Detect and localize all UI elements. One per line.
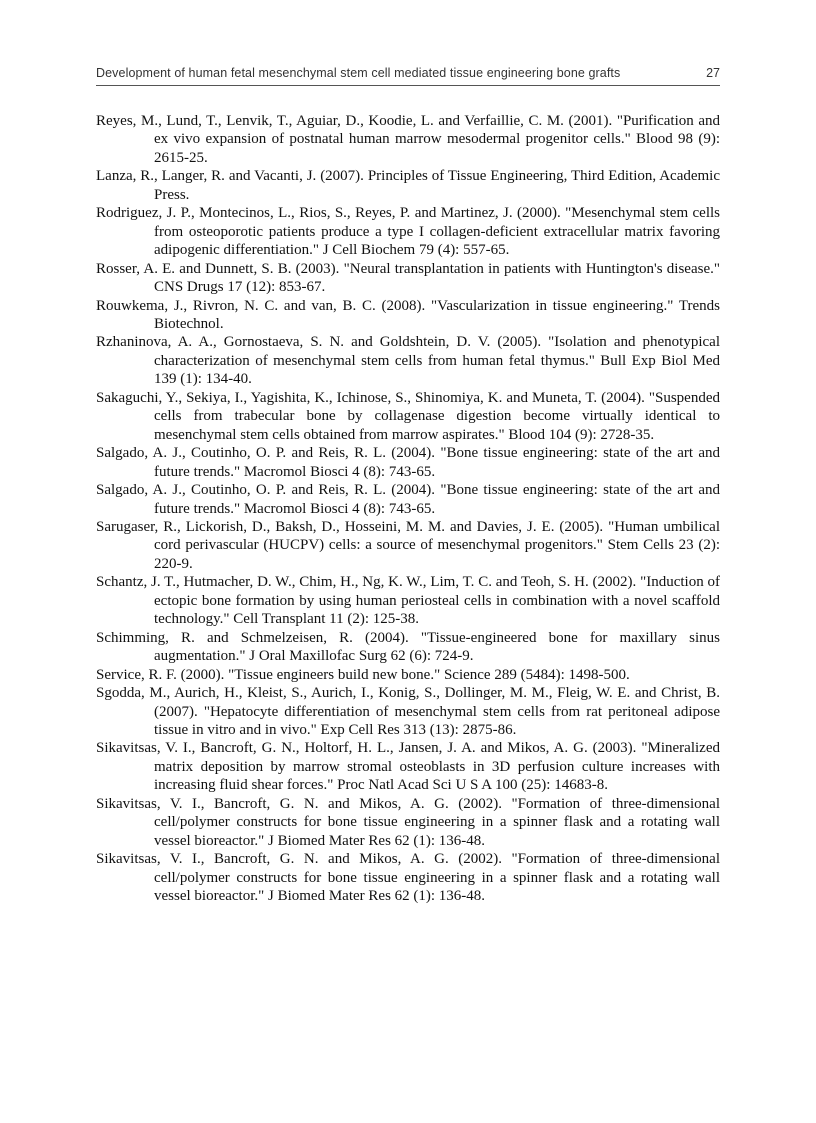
reference-item: Reyes, M., Lund, T., Lenvik, T., Aguiar, D., Koodie, L. and Verfaillie, C. M. (2001). "Purification and ex vivo expansion of postnatal human marrow mesodermal progenitor cells." Blood 98 (9): 2615-25. (96, 113, 720, 166)
reference-item: Salgado, A. J., Coutinho, O. P. and Reis, R. L. (2004). "Bone tissue engineering: state of the art and future trends." Macromol Biosci 4 (8): 743-65. (96, 445, 720, 480)
reference-item: Lanza, R., Langer, R. and Vacanti, J. (2007). Principles of Tissue Engineering, Third Edition, Academic Press. (96, 168, 720, 203)
reference-item: Schimming, R. and Schmelzeisen, R. (2004). "Tissue-engineered bone for maxillary sinus augmentation." J Oral Maxillofac Surg 62 (6): 724-9. (96, 629, 720, 665)
reference-item: Rosser, A. E. and Dunnett, S. B. (2003). "Neural transplantation in patients with Huntington's disease." CNS Drugs 17 (12): 853-67. (96, 260, 720, 296)
page-header (96, 66, 720, 86)
references-list (96, 112, 720, 905)
reference-item: Schantz, J. T., Hutmacher, D. W., Chim, H., Ng, K. W., Lim, T. C. and Teoh, S. H. (2002). "Induction of ectopic bone formation by using human periosteal cells in combination with a novel scaffold technology." Cell Transplant 11 (2): 125-38. (96, 574, 720, 628)
reference-item: Sarugaser, R., Lickorish, D., Baksh, D., Hosseini, M. M. and Davies, J. E. (2005). "Human umbilical cord perivascular (HUCPV) cells: a source of mesenchymal progenitors." Stem Cells 23 (2): 220-9. (96, 518, 720, 572)
reference-item: Sakaguchi, Y., Sekiya, I., Yagishita, K., Ichinose, S., Shinomiya, K. and Muneta, T. (2004). "Suspended cells from trabecular bone by collagenase digestion become virtually identical to mesenchymal stem cells obtained from marrow aspirates." Blood 104 (9): 2728-35. (96, 389, 720, 443)
reference-item: Salgado, A. J., Coutinho, O. P. and Reis, R. L. (2004). "Bone tissue engineering: state of the art and future trends." Macromol Biosci 4 (8): 743-65. (96, 482, 720, 517)
reference-item: Sgodda, M., Aurich, H., Kleist, S., Aurich, I., Konig, S., Dollinger, M. M., Fleig, W. E. and Christ, B. (2007). "Hepatocyte differentiation of mesenchymal stem cells from rat peritoneal adipose tissue in vitro and in vivo." Exp Cell Res 313 (13): 2875-86. (96, 685, 720, 738)
reference-item: Rodriguez, J. P., Montecinos, L., Rios, S., Reyes, P. and Martinez, J. (2000). "Mesenchymal stem cells from osteoporotic patients produce a type I collagen-deficient extracellular matrix favoring adipogenic differentiation." J Cell Biochem 79 (4): 557-65. (96, 205, 720, 259)
running-title: Development of human fetal mesenchymal stem cell mediated tissue engineering bone grafts (96, 66, 621, 80)
reference-item: Sikavitsas, V. I., Bancroft, G. N., Holtorf, H. L., Jansen, J. A. and Mikos, A. G. (2003). "Mineralized matrix deposition by marrow stromal osteoblasts in 3D perfusion culture increases with increasing fluid shear forces." Proc Natl Acad Sci U S A 100 (25): 14683-8. (96, 740, 720, 794)
page-number: 27 (706, 66, 720, 80)
reference-item: Rzhaninova, A. A., Gornostaeva, S. N. and Goldshtein, D. V. (2005). "Isolation and phenotypical characterization of mesenchymal stem cells from human fetal thymus." Bull Exp Biol Med 139 (1): 134-40. (96, 334, 720, 388)
reference-item: Sikavitsas, V. I., Bancroft, G. N. and Mikos, A. G. (2002). "Formation of three-dimensional cell/polymer constructs for bone tissue engineering in a spinner flask and a rotating wall vessel bioreactor." J Biomed Mater Res 62 (1): 136-48. (96, 851, 720, 905)
reference-item: Sikavitsas, V. I., Bancroft, G. N. and Mikos, A. G. (2002). "Formation of three-dimensional cell/polymer constructs for bone tissue engineering in a spinner flask and a rotating wall vessel bioreactor." J Biomed Mater Res 62 (1): 136-48. (96, 795, 720, 849)
reference-item: Rouwkema, J., Rivron, N. C. and van, B. C. (2008). "Vascularization in tissue engineering." Trends Biotechnol. (96, 297, 720, 332)
reference-item: Service, R. F. (2000). "Tissue engineers build new bone." Science 289 (5484): 1498-500. (96, 666, 630, 683)
